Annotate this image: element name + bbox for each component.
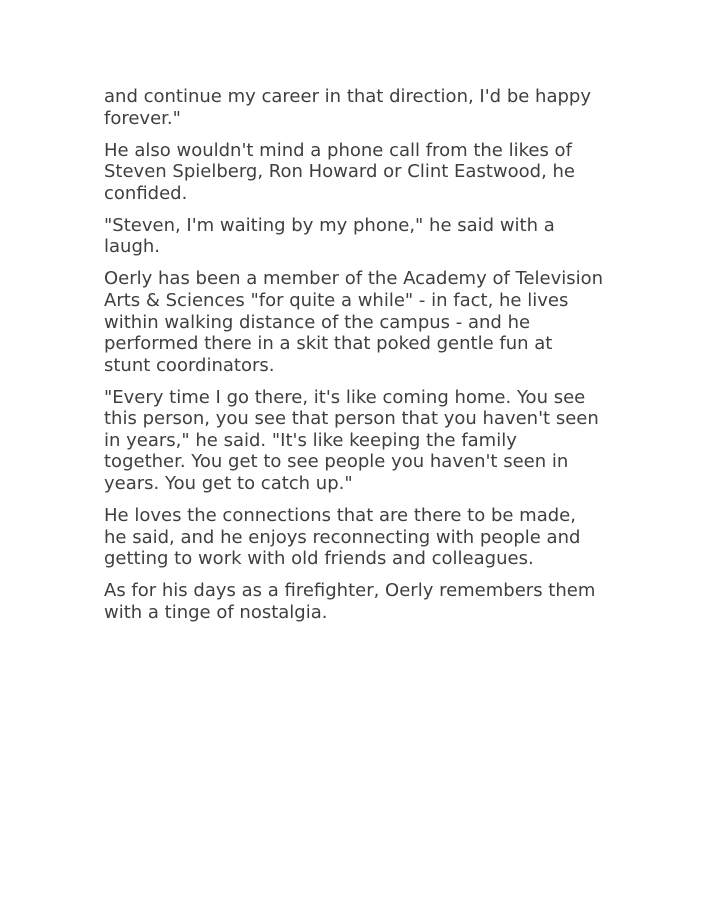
paragraph-7: As for his days as a firefighter, Oerly remembers them with a tinge of nostalgia. [104,580,596,623]
paragraph-6: He loves the connections that are there to be made, he said, and he enjoys reconnecting with people and getting to work with old friends and colleagues. [104,505,581,570]
paragraph-3: "Steven, I'm waiting by my phone," he said with a laugh. [104,214,555,258]
article-body [104,86,604,634]
paragraph-1: and continue my career in that direction, I'd be happy forever." [104,86,591,129]
paragraph-5: "Every time I go there, it's like coming home. You see this person, you see that person that you haven't seen in years," he said. "It's like keeping the family together. You get to see people you haven't seen in years. You get to catch up." [104,386,599,495]
paragraph-2: He also wouldn't mind a phone call from the likes of Steven Spielberg, Ron Howard or Clint Eastwood, he confided. [104,139,575,204]
paragraph-4: Oerly has been a member of the Academy of Television Arts & Sciences "for quite a while" - in fact, he lives within walking distance of the campus - and he performed there in a skit that poked gentle fun at stunt coordinators. [104,268,604,376]
